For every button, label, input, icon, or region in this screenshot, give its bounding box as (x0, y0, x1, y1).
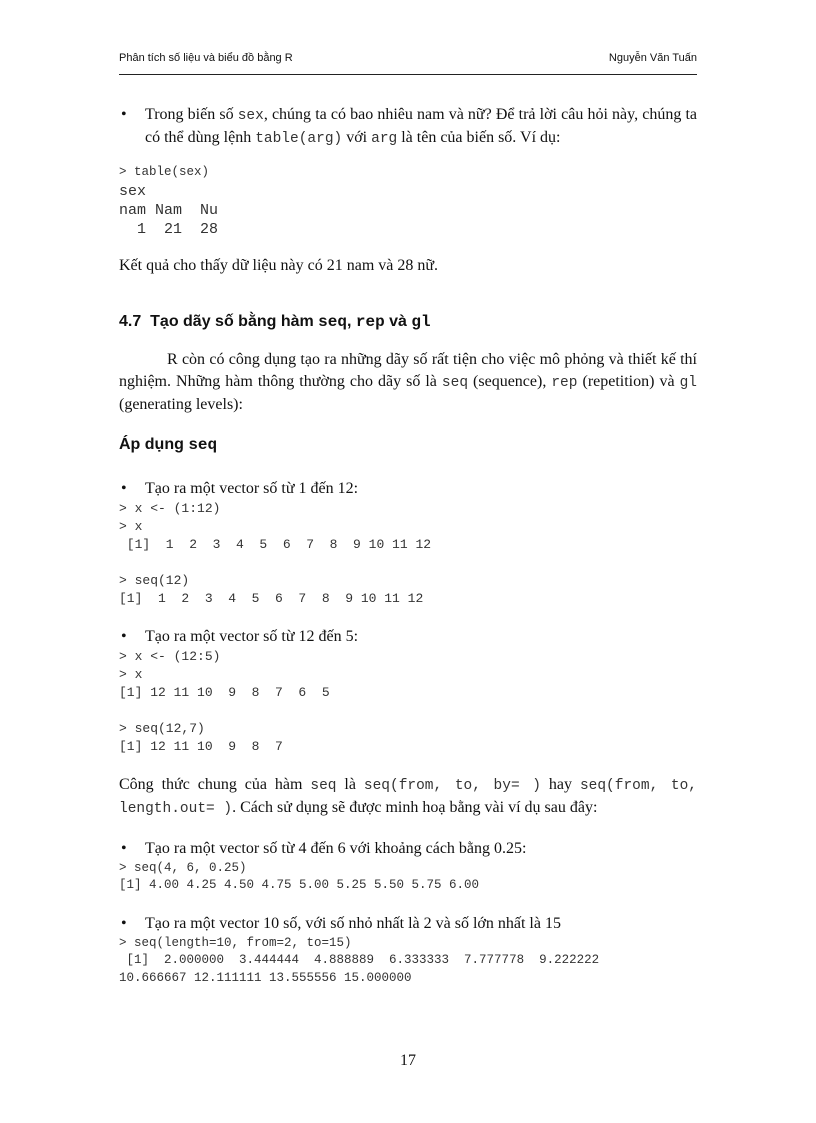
page-number: 17 (400, 1052, 416, 1069)
bullet-icon: • (121, 839, 127, 857)
header-title: Phân tích số liệu và biểu đồ bằng R (119, 52, 293, 64)
header-author: Nguyễn Văn Tuấn (608, 52, 697, 64)
text: Tạo ra một vector số từ 1 đến 12: (145, 479, 359, 497)
bullet-example-4 (119, 913, 697, 935)
section-title: Tạo dãy số bằng hàm (150, 312, 319, 330)
bullet-icon: • (121, 106, 127, 123)
code-table-output: sex nam Nam Nu 1 21 28 (119, 182, 219, 238)
page-body (119, 104, 697, 987)
text: . Cách sử dụng sẽ được minh hoạ bằng vài ví dụ sau đây: (232, 798, 598, 816)
inline-code: arg (371, 131, 398, 147)
inline-code: seq (310, 777, 337, 794)
section-heading (119, 313, 697, 331)
section-code: rep (355, 312, 385, 331)
inline-code: seq (441, 374, 469, 391)
text: Tạo ra một vector 10 số, với số nhỏ nhất là 2 và số lớn nhất là 15 (145, 914, 561, 932)
text: , chúng ta có bao nhiêu nam và nữ? Để trả lời câu hỏi này, chúng ta có thể dùng lệnh (145, 106, 698, 146)
intro-paragraph (119, 349, 697, 416)
text: Công thức chung của hàm (119, 775, 311, 793)
result-paragraph: Kết quả cho thấy dữ liệu này có 21 nam và 28 nữ. (119, 256, 439, 274)
subsection-title: Áp dụng (119, 435, 189, 453)
text: Tạo ra một vector số từ 12 đến 5: (145, 627, 359, 645)
inline-code: rep (551, 374, 578, 391)
running-header (119, 52, 697, 75)
text: R còn có công dụng tạo ra những dãy số rất tiện cho việc mô phỏng và thiết kế thí nghiệm. Những hàm thông thường cho dãy số là (119, 350, 697, 390)
bullet-icon: • (121, 479, 127, 497)
subsection-code: seq (188, 435, 218, 454)
bullet-example-2 (119, 626, 697, 648)
subsection-heading (119, 436, 697, 454)
bullet-example-3 (119, 838, 697, 860)
text: là (336, 775, 364, 793)
text: hay (541, 775, 580, 793)
text: (generating levels): (119, 395, 243, 413)
text: (sequence), (468, 372, 552, 390)
section-code: seq (318, 312, 347, 331)
text: (repetition) và (577, 372, 680, 390)
text: với (342, 129, 372, 146)
formula-paragraph (119, 774, 697, 820)
inline-code: seq(from, to, by= ) (363, 777, 541, 794)
inline-code: seq(from, to, length.out= ) (119, 777, 697, 817)
text: Trong biến số (145, 106, 238, 123)
section-and: và (384, 312, 412, 330)
inline-code: table(arg) (255, 131, 343, 147)
bullet-table-intro (119, 104, 697, 150)
section-sep: , (346, 312, 356, 330)
code-table-command: > table(sex) (119, 165, 210, 179)
bullet-example-1 (119, 478, 697, 500)
code-example-2: > x <- (12:5) > x [1] 12 11 10 9 8 7 6 5 > seq(12,7) [1] 12 11 10 9 8 7 (119, 648, 330, 754)
section-number: 4.7 (119, 312, 142, 330)
code-example-3: > seq(4, 6, 0.25) [1] 4.00 4.25 4.50 4.75 5.00 5.25 5.50 5.75 6.00 (119, 860, 480, 892)
code-example-4: > seq(length=10, from=2, to=15) [1] 2.000000 3.444444 4.888889 6.333333 7.777778 9.222222 10.666667 12.111111 13.555556 15.000000 (119, 935, 600, 985)
code-example-1: > x <- (1:12) > x [1] 1 2 3 4 5 6 7 8 9 10 11 12 > seq(12) [1] 1 2 3 4 5 6 7 8 9 10 11 12 (119, 500, 432, 606)
bullet-icon: • (121, 627, 127, 645)
section-code: gl (411, 312, 431, 331)
bullet-icon: • (121, 914, 127, 932)
text: Tạo ra một vector số từ 4 đến 6 với khoảng cách bằng 0.25: (145, 839, 527, 857)
inline-code: sex (237, 108, 264, 124)
text: là tên của biến số. Ví dụ: (397, 129, 561, 146)
inline-code: gl (679, 374, 697, 391)
